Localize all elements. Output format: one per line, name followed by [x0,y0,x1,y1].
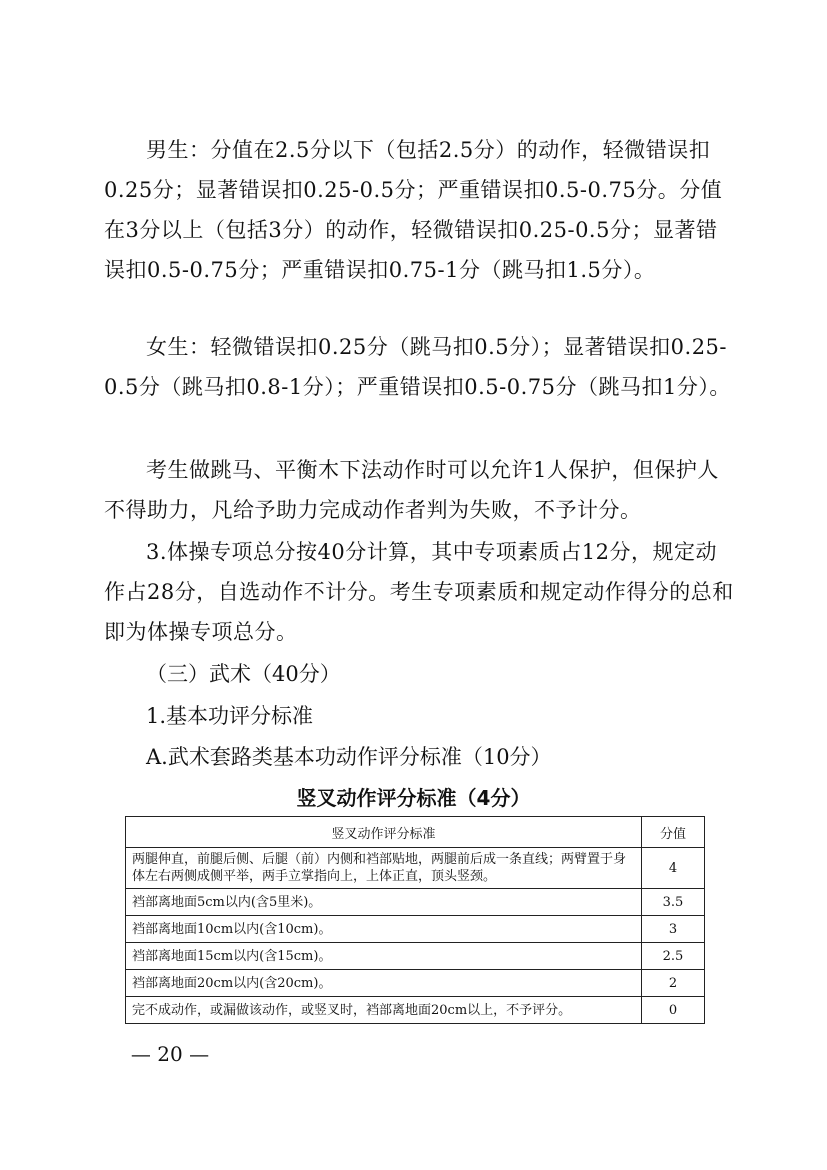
section-heading-wushu: （三）武术（40分） [146,662,341,686]
table-row [126,970,705,997]
row-criteria: 完不成动作，或漏做该动作，或竖叉时，裆部离地面20cm以上，不予评分。 [126,997,642,1024]
row-criteria: 裆部离地面20cm以内(含20cm)。 [126,970,642,997]
paragraph-protection [104,450,734,530]
table-row [126,889,705,916]
table-row [126,916,705,943]
page-number: — 20 — [130,1042,210,1066]
paragraph-total-score [104,532,734,652]
table-row [126,943,705,970]
row-criteria: 裆部离地面10cm以内(含10cm)。 [126,916,642,943]
row-score: 2.5 [642,943,705,970]
row-criteria: 裆部离地面5cm以内(含5里米)。 [126,889,642,916]
paragraph-female-scoring [104,327,734,407]
row-score: 2 [642,970,705,997]
paragraph-total-score-text: 3.体操专项总分按40分计算，其中专项素质占12分，规定动作占28分，自选动作不计分。考生专项素质和规定动作得分的总和即为体操专项总分。 [104,540,734,644]
paragraph-female-text: 女生：轻微错误扣0.25分（跳马扣0.5分）；显著错误扣0.25-0.5分（跳马扣0.8-1分）；严重错误扣0.5-0.75分（跳马扣1分）。 [104,335,731,399]
scoring-table [125,816,705,1024]
row-score: 3.5 [642,889,705,916]
row-score: 4 [642,848,705,889]
row-criteria: 裆部离地面15cm以内(含15cm)。 [126,943,642,970]
table-header-row [126,817,705,848]
table-row [126,997,705,1024]
header-score: 分值 [642,817,705,848]
header-criteria: 竖叉动作评分标准 [126,817,642,848]
paragraph-male-scoring [104,130,734,290]
subheading-basic-skills: 1.基本功评分标准 [146,704,314,728]
table-row [126,848,705,889]
subheading-routine-standard: A.武术套路类基本功动作评分标准（10分） [146,745,552,769]
paragraph-protection-text: 考生做跳马、平衡木下法动作时可以允许1人保护，但保护人不得助力，凡给予助力完成动作者判为失败，不予计分。 [104,458,719,522]
table-title: 竖叉动作评分标准（4分） [296,786,531,810]
paragraph-male-text: 男生：分值在2.5分以下（包括2.5分）的动作，轻微错误扣0.25分；显著错误扣0.25-0.5分；严重错误扣0.5-0.75分。分值在3分以上（包括3分）的动作，轻微错误扣0.25-0.5分；显著错误扣0.5-0.75分；严重错误扣0.75-1分（跳马扣1.5分）。 [104,138,723,282]
row-criteria: 两腿伸直，前腿后侧、后腿（前）内侧和裆部贴地，两腿前后成一条直线；两臂置于身体左右两侧成侧平举，两手立掌指向上，上体正直，顶头竖颈。 [126,848,642,889]
row-score: 3 [642,916,705,943]
row-score: 0 [642,997,705,1024]
